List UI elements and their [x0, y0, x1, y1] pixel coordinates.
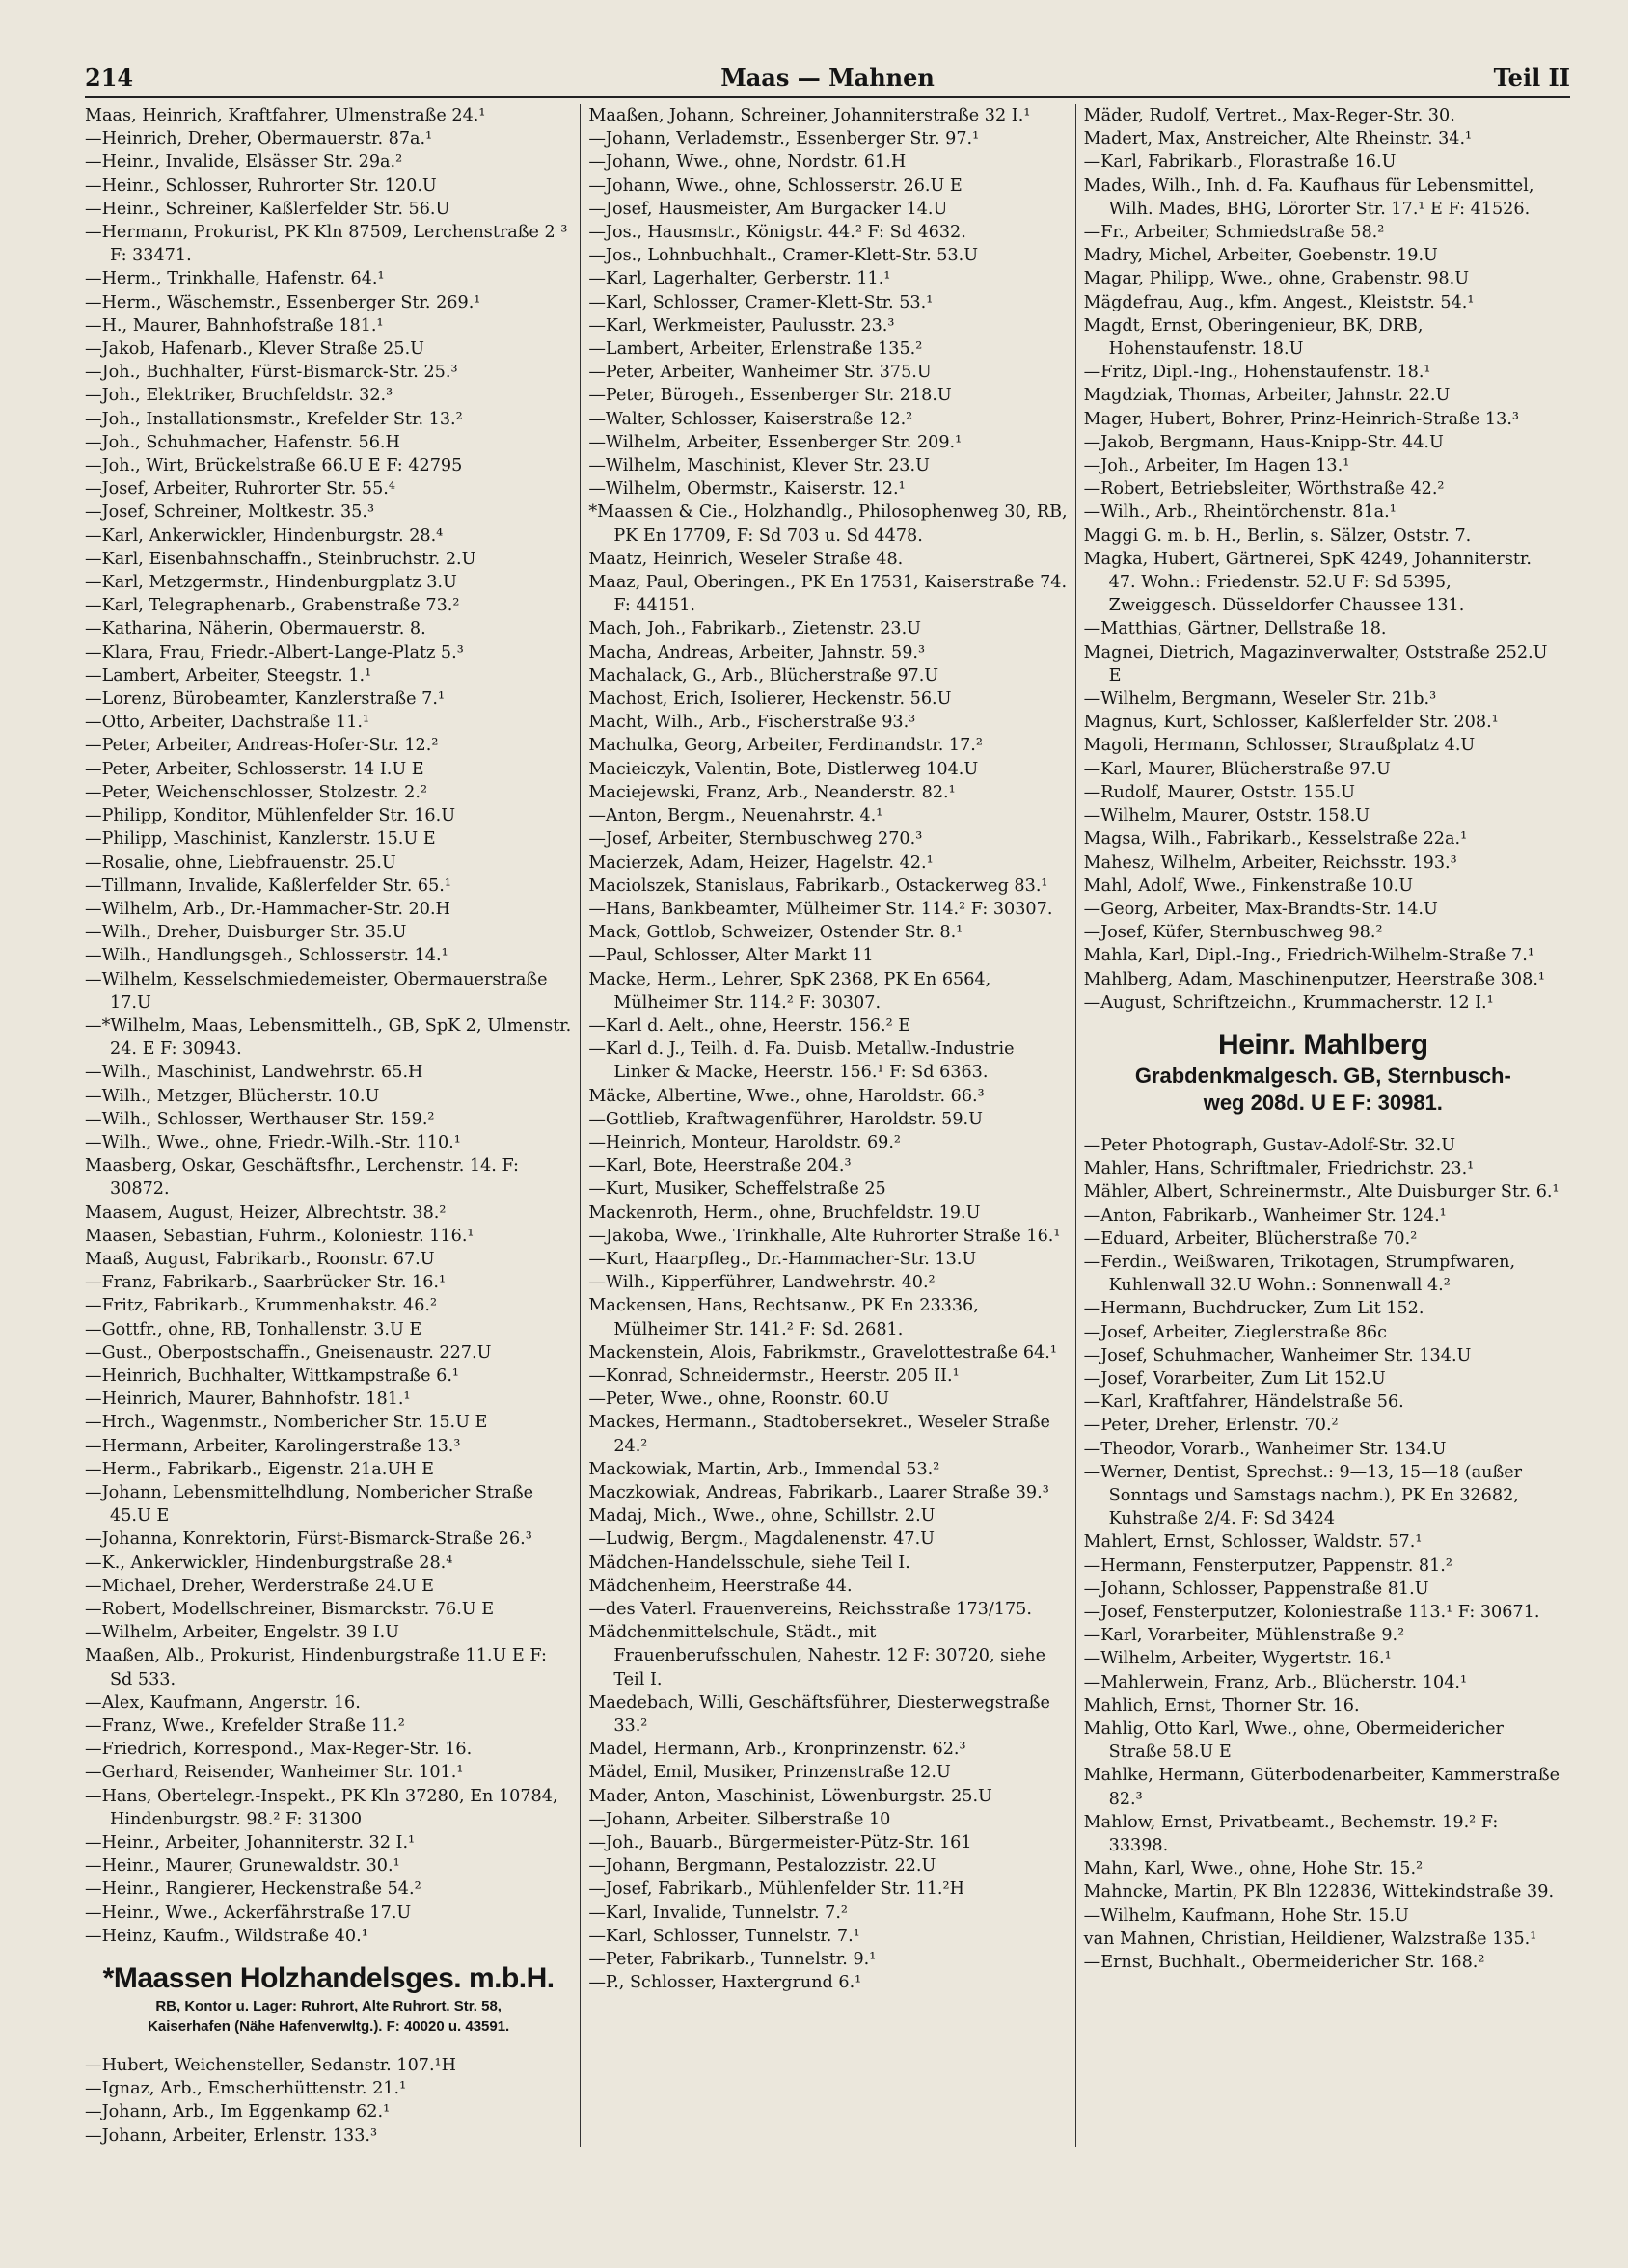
directory-entry: —Ludwig, Bergm., Magdalenenstr. 47.U: [588, 1529, 936, 1550]
directory-entry: —Peter, Fabrikarb., Tunnelstr. 9.¹: [588, 1950, 877, 1970]
directory-entry: —Wilh., Dreher, Duisburger Str. 35.U: [85, 923, 407, 943]
directory-entry: —Wilh., Maschinist, Landwehrstr. 65.H: [85, 1063, 423, 1083]
directory-entry: —Eduard, Arbeiter, Blücherstraße 70.²: [1083, 1228, 1418, 1249]
directory-entry: —Heinr., Schreiner, Kaßlerfelder Str. 56.U: [85, 199, 450, 219]
directory-entry: Maasberg, Oskar, Geschäftsfhr., Lerchenstr. 14. F: 30872.: [85, 1156, 519, 1200]
directory-entry: —P., Schlosser, Haxtergrund 6.¹: [588, 1973, 862, 1993]
directory-entry: Mackensen, Hans, Rechtsanw., PK En 23336, Mülheimer Str. 141.² F: Sd. 2681.: [588, 1296, 979, 1339]
directory-entry: —Joh., Wirt, Brückelstraße 66.U E F: 42795: [85, 456, 463, 476]
directory-entry: —Heinr., Maurer, Grunewaldstr. 30.¹: [85, 1856, 400, 1876]
directory-entry: Mahesz, Wilhelm, Arbeiter, Reichsstr. 193.³: [1083, 852, 1457, 873]
directory-entry: —Karl, Schlosser, Tunnelstr. 7.¹: [588, 1926, 860, 1946]
directory-entry: —Robert, Modellschreiner, Bismarckstr. 76.U E: [85, 1600, 495, 1619]
directory-entry: —Mahlerwein, Franz, Arb., Blücherstr. 104.¹: [1083, 1672, 1468, 1692]
directory-entry: —Karl d. Aelt., ohne, Heerstr. 156.² E: [588, 1015, 911, 1036]
directory-entry: —Johann, Bergmann, Pestalozzistr. 22.U: [588, 1856, 936, 1876]
directory-entry: —Heinr., Schlosser, Ruhrorter Str. 120.U: [85, 176, 437, 196]
directory-entry: —Heinr., Rangierer, Heckenstraße 54.²: [85, 1879, 421, 1900]
directory-entry: —Karl, Maurer, Blücherstraße 97.U: [1083, 759, 1391, 779]
directory-entry: —Karl, Telegraphenarb., Grabenstraße 73.²: [85, 596, 460, 616]
directory-entry: —Hermann, Fensterputzer, Pappenstr. 81.²: [1083, 1555, 1452, 1576]
directory-entry: —Wilhelm, Kesselschmiedemeister, Obermauerstraße 17.U: [85, 969, 548, 1012]
directory-entry: —Johanna, Konrektorin, Fürst-Bismarck-Straße 26.³: [85, 1529, 532, 1550]
directory-entry: —Johann, Wwe., ohne, Schlosserstr. 26.U E: [588, 176, 963, 196]
directory-entry: —Josef, Fensterputzer, Koloniestraße 113.¹ F: 30671.: [1083, 1602, 1540, 1622]
directory-entry: —Alex, Kaufmann, Angerstr. 16.: [85, 1692, 361, 1713]
directory-entry: —Josef, Arbeiter, Sternbuschweg 270.³: [588, 829, 923, 850]
directory-entry: Macierzek, Adam, Heizer, Hagelstr. 42.¹: [588, 852, 934, 873]
directory-entry: Macke, Herm., Lehrer, SpK 2368, PK En 6564, Mülheimer Str. 114.² F: 30307.: [588, 969, 991, 1012]
directory-entry: —Lambert, Arbeiter, Erlenstraße 135.²: [588, 339, 923, 360]
directory-entry: —Heinrich, Maurer, Bahnhofstr. 181.¹: [85, 1390, 411, 1410]
directory-entry: *Maassen & Cie., Holzhandlg., Philosophenweg 30, RB, PK En 17709, F: Sd 703 u. Sd 4478.: [588, 502, 1068, 546]
directory-entry: Maaßen, Johann, Schreiner, Johanniterstraße 32 I.¹: [588, 106, 1031, 125]
directory-entry: —Gerhard, Reisender, Wanheimer Str. 101.¹: [85, 1763, 464, 1783]
directory-entry: —Wilh., Handlungsgeh., Schlosserstr. 14.¹: [85, 946, 448, 966]
directory-entry: Macieiczyk, Valentin, Bote, Distlerweg 104.U: [588, 759, 979, 779]
directory-entry: —Konrad, Schneidermstr., Heerstr. 205 II.¹: [588, 1365, 960, 1386]
directory-entry: Maaß, August, Fabrikarb., Roonstr. 67.U: [85, 1249, 435, 1269]
directory-entry: —Johann, Lebensmittelhdlung, Nombericher Straße 45.U E: [85, 1482, 534, 1526]
directory-entry: —Otto, Arbeiter, Dachstraße 11.¹: [85, 713, 370, 733]
directory-entry: Mädchen-Handelsschule, siehe Teil I.: [588, 1552, 910, 1573]
directory-entry: —Josef, Fabrikarb., Mühlenfelder Str. 11.²H: [588, 1879, 964, 1900]
directory-entry: —Wilhelm, Arbeiter, Engelstr. 39 I.U: [85, 1623, 400, 1643]
directory-entry: —Herm., Wäschemstr., Essenberger Str. 269.¹: [85, 292, 481, 312]
directory-entry: —Ignaz, Arb., Emscherhüttenstr. 21.¹: [85, 2079, 407, 2099]
directory-entry: —Heinz, Kaufm., Wildstraße 40.¹: [85, 1926, 368, 1946]
directory-entry: —des Vaterl. Frauenvereins, Reichsstraße 173/175.: [588, 1600, 1032, 1619]
directory-entry: Mädchenmittelschule, Städt., mit Frauenberufsschulen, Nahestr. 12 F: 30720, siehe Teil I.: [588, 1623, 1045, 1689]
directory-entry: Macha, Andreas, Arbeiter, Jahnstr. 59.³: [588, 642, 926, 662]
directory-entry: Maaz, Paul, Oberingen., PK En 17531, Kaiserstraße 74. F: 44151.: [588, 573, 1068, 616]
directory-entry: —Peter, Arbeiter, Andreas-Hofer-Str. 12.²: [85, 736, 439, 756]
directory-entry: Mahn, Karl, Wwe., ohne, Hohe Str. 15.²: [1083, 1859, 1424, 1879]
directory-entry: —Franz, Fabrikarb., Saarbrücker Str. 16.¹: [85, 1273, 447, 1293]
directory-entry: —Jos., Hausmstr., Königstr. 44.² F: Sd 4632.: [588, 223, 966, 243]
entry-list-3b: [1084, 1134, 1562, 1974]
directory-entry: —Peter, Arbeiter, Wanheimer Str. 375.U: [588, 363, 932, 383]
directory-entry: —Jakob, Bergmann, Haus-Knipp-Str. 44.U: [1083, 432, 1444, 452]
directory-entry: Maciejewski, Franz, Arb., Neanderstr. 82.¹: [588, 782, 956, 802]
directory-entry: Mackes, Hermann., Stadtobersekret., Weseler Straße 24.²: [588, 1413, 1050, 1456]
directory-entry: —Johann, Arbeiter. Silberstraße 10: [588, 1809, 891, 1829]
ad-phone-line: weg 208d. U E F: 30981.: [1203, 1090, 1443, 1115]
directory-entry: —Karl, Metzgermstr., Hindenburgplatz 3.U: [85, 573, 457, 593]
ad-phone-line: Kaiserhafen (Nähe Hafenverwltg.). F: 40020 u. 43591.: [148, 2018, 510, 2036]
directory-entry: —Peter Photograph, Gustav-Adolf-Str. 32.U: [1083, 1135, 1456, 1155]
ad-company-name: Heinr. Mahlberg: [1218, 1028, 1428, 1061]
directory-entry: —Franz, Wwe., Krefelder Straße 11.²: [85, 1716, 405, 1737]
directory-entry: —Peter, Weichenschlosser, Stolzestr. 2.²: [85, 782, 427, 802]
directory-entry: Macht, Wilh., Arb., Fischerstraße 93.³: [588, 713, 916, 733]
directory-entry: —Karl, Kraftfahrer, Händelstraße 56.: [1083, 1392, 1404, 1413]
directory-entry: Maasem, August, Heizer, Albrechtstr. 38.²: [85, 1202, 447, 1223]
entry-list-1b: [85, 2054, 572, 2147]
directory-entry: —Johann, Arbeiter, Erlenstr. 133.³: [85, 2125, 378, 2146]
directory-entry: —Anton, Bergm., Neuenahrstr. 4.¹: [588, 806, 883, 826]
directory-entry: Mädel, Emil, Musiker, Prinzenstraße 12.U: [588, 1763, 951, 1783]
directory-entry: —Rudolf, Maurer, Oststr. 155.U: [1083, 782, 1355, 802]
directory-entry: —Matthias, Gärtner, Dellstraße 18.: [1083, 619, 1387, 639]
directory-entry: —Wilhelm, Arbeiter, Essenberger Str. 209.¹: [588, 432, 963, 452]
directory-entry: —Hans, Bankbeamter, Mülheimer Str. 114.² F: 30307.: [588, 899, 1053, 919]
entry-list-2: [588, 104, 1067, 1994]
directory-entry: —Jakob, Hafenarb., Klever Straße 25.U: [85, 339, 424, 360]
directory-entry: —Philipp, Konditor, Mühlenfelder Str. 16.U: [85, 806, 456, 826]
directory-entry: Mahla, Karl, Dipl.-Ing., Friedrich-Wilhelm-Straße 7.¹: [1083, 946, 1534, 966]
directory-entry: —Joh., Bauarb., Bürgermeister-Pütz-Str. 161: [588, 1833, 972, 1853]
directory-entry: —Paul, Schlosser, Alter Markt 11: [588, 946, 874, 966]
directory-entry: —Karl, Lagerhalter, Gerberstr. 11.¹: [588, 269, 891, 289]
directory-entry: —Johann, Arb., Im Eggenkamp 62.¹: [85, 2102, 391, 2122]
directory-entry: —Theodor, Vorarb., Wanheimer Str. 134.U: [1083, 1439, 1447, 1459]
directory-entry: —Josef, Schuhmacher, Wanheimer Str. 134.U: [1083, 1345, 1472, 1365]
directory-entry: —Wilh., Wwe., ohne, Friedr.-Wilh.-Str. 110.¹: [85, 1132, 461, 1152]
directory-entry: Magsa, Wilh., Fabrikarb., Kesselstraße 22a.¹: [1083, 829, 1468, 850]
running-title: Maas — Mahnen: [720, 64, 935, 92]
directory-entry: —Karl, Bote, Heerstraße 204.³: [588, 1156, 852, 1176]
directory-entry: —Wilh., Schlosser, Werthauser Str. 159.²: [85, 1109, 435, 1129]
directory-entry: —Lorenz, Bürobeamter, Kanzlerstraße 7.¹: [85, 689, 446, 710]
directory-entry: —Heinrich, Monteur, Haroldstr. 69.²: [588, 1132, 901, 1152]
directory-entry: Mägdefrau, Aug., kfm. Angest., Kleiststr. 54.¹: [1083, 292, 1475, 312]
entry-list-3a: [1084, 104, 1562, 1014]
directory-entry: —Lambert, Arbeiter, Steegstr. 1.¹: [85, 665, 372, 686]
directory-entry: —Johann, Schlosser, Pappenstraße 81.U: [1083, 1579, 1429, 1599]
directory-entry: Maciolszek, Stanislaus, Fabrikarb., Ostackerweg 83.¹: [588, 876, 1048, 896]
directory-entry: —Hermann, Arbeiter, Karolingerstraße 13.³: [85, 1436, 461, 1456]
directory-entry: Mäder, Rudolf, Vertret., Max-Reger-Str. 30.: [1083, 106, 1455, 125]
directory-entry: Maasen, Sebastian, Fuhrm., Koloniestr. 116.¹: [85, 1226, 475, 1246]
directory-entry: —Jos., Lohnbuchhalt., Cramer-Klett-Str. 53.U: [588, 246, 979, 266]
directory-entry: Mahl, Adolf, Wwe., Finkenstraße 10.U: [1083, 876, 1414, 896]
directory-entry: —Gust., Oberpostschaffn., Gneisenaustr. 227.U: [85, 1342, 492, 1363]
directory-entry: —Wilhelm, Obermstr., Kaiserstr. 12.¹: [588, 479, 906, 500]
directory-entry: —Fr., Arbeiter, Schmiedstraße 58.²: [1083, 223, 1385, 243]
directory-entry: —Josef, Arbeiter, Zieglerstraße 86c: [1083, 1322, 1387, 1342]
directory-entry: —Jakoba, Wwe., Trinkhalle, Alte Ruhrorter Straße 16.¹: [588, 1226, 1061, 1246]
directory-entry: Mades, Wilh., Inh. d. Fa. Kaufhaus für Lebensmittel, Wilh. Mades, BHG, Lörorter Str. 17.¹ E F: 41526.: [1083, 176, 1534, 219]
directory-entry: —Peter, Arbeiter, Schlosserstr. 14 I.U E: [85, 759, 424, 779]
directory-entry: —Wilh., Metzger, Blücherstr. 10.U: [85, 1086, 380, 1106]
directory-entry: —Josef, Arbeiter, Ruhrorter Str. 55.⁴: [85, 479, 395, 500]
directory-entry: Machulka, Georg, Arbeiter, Ferdinandstr. 17.²: [588, 736, 983, 756]
directory-entry: —Josef, Schreiner, Moltkestr. 35.³: [85, 502, 375, 523]
directory-entry: —Karl, Eisenbahnschaffn., Steinbruchstr. 2.U: [85, 549, 476, 569]
directory-entry: Mach, Joh., Fabrikarb., Zietenstr. 23.U: [588, 619, 922, 639]
directory-entry: Madel, Hermann, Arb., Kronprinzenstr. 62.³: [588, 1740, 966, 1760]
entry-list-1a: [85, 104, 572, 1948]
directory-entry: Magnus, Kurt, Schlosser, Kaßlerfelder Str. 208.¹: [1083, 713, 1499, 733]
directory-entry: —Philipp, Maschinist, Kanzlerstr. 15.U E: [85, 829, 436, 850]
directory-entry: Mäcke, Albertine, Wwe., ohne, Haroldstr. 66.³: [588, 1086, 985, 1106]
directory-entry: —Werner, Dentist, Sprechst.: 9—13, 15—18 (außer Sonntags und Samstags nachm.), PK En 32682, Kuhstraße 2/4. F: Sd 3424: [1083, 1462, 1523, 1529]
column-2: [580, 104, 1074, 2147]
directory-entry: —Kurt, Haarpfleg., Dr.-Hammacher-Str. 13.U: [588, 1249, 977, 1269]
directory-entry: —Wilhelm, Maschinist, Klever Str. 23.U: [588, 456, 930, 476]
directory-entry: —Joh., Arbeiter, Im Hagen 13.¹: [1083, 456, 1350, 476]
column-3: [1075, 104, 1570, 2147]
directory-entry: —Peter, Wwe., ohne, Roonstr. 60.U: [588, 1390, 890, 1410]
directory-entry: Mahlich, Ernst, Thorner Str. 16.: [1083, 1695, 1360, 1715]
directory-entry: —Peter, Bürogeh., Essenberger Str. 218.U: [588, 386, 952, 406]
directory-entry: —Ernst, Buchhalt., Obermeidericher Str. 168.²: [1083, 1953, 1485, 1973]
directory-entry: —Anton, Fabrikarb., Wanheimer Str. 124.¹: [1083, 1205, 1447, 1226]
directory-entry: —Walter, Schlosser, Kaiserstraße 12.²: [588, 409, 913, 429]
directory-entry: —Fritz, Fabrikarb., Krummenhakstr. 46.²: [85, 1296, 438, 1316]
directory-entry: Madaj, Mich., Wwe., ohne, Schillstr. 2.U: [588, 1506, 936, 1526]
ad-business-line: Grabdenkmalgesch. GB, Sternbusch-: [1134, 1063, 1511, 1088]
directory-entry: —Josef, Küfer, Sternbuschweg 98.²: [1083, 923, 1383, 943]
directory-entry: —August, Schriftzeichn., Krummacherstr. 12 I.¹: [1083, 992, 1494, 1012]
directory-entry: Machalack, G., Arb., Blücherstraße 97.U: [588, 665, 939, 686]
directory-entry: Mahlig, Otto Karl, Wwe., ohne, Obermeidericher Straße 58.U E: [1083, 1719, 1504, 1763]
directory-entry: Machost, Erich, Isolierer, Heckenstr. 56.U: [588, 689, 952, 710]
directory-entry: Mädchenheim, Heerstraße 44.: [588, 1576, 853, 1596]
directory-entry: Magar, Philipp, Wwe., ohne, Grabenstr. 98.U: [1083, 269, 1470, 289]
directory-entry: —Karl, Fabrikarb., Florastraße 16.U: [1083, 152, 1397, 173]
directory-entry: —Karl, Schlosser, Cramer-Klett-Str. 53.¹: [588, 292, 934, 312]
directory-entry: —Wilh., Arb., Rheintörchenstr. 81a.¹: [1083, 502, 1397, 523]
directory-entry: Maggi G. m. b. H., Berlin, s. Sälzer, Oststr. 7.: [1083, 526, 1472, 546]
directory-entry: —Michael, Dreher, Werderstraße 24.U E: [85, 1576, 435, 1596]
directory-entry: —Herm., Fabrikarb., Eigenstr. 21a.UH E: [85, 1459, 434, 1479]
directory-entry: —Karl, Vorarbeiter, Mühlenstraße 9.²: [1083, 1626, 1405, 1646]
directory-entry: —Klara, Frau, Friedr.-Albert-Lange-Platz 5.³: [85, 642, 464, 662]
directory-entry: —Hermann, Buchdrucker, Zum Lit 152.: [1083, 1299, 1424, 1319]
directory-entry: —Johann, Verlademstr., Essenberger Str. 97.¹: [588, 129, 980, 149]
directory-entry: Magnei, Dietrich, Magazinverwalter, Oststraße 252.U E: [1083, 642, 1548, 686]
directory-entry: —Robert, Betriebsleiter, Wörthstraße 42.²: [1083, 479, 1445, 500]
directory-entry: —Wilhelm, Arb., Dr.-Hammacher-Str. 20.H: [85, 899, 450, 919]
directory-entry: —Joh., Schuhmacher, Hafenstr. 56.H: [85, 432, 400, 452]
directory-entry: Mack, Gottlob, Schweizer, Ostender Str. 8.¹: [588, 923, 963, 943]
page-number: 214: [85, 64, 134, 92]
directory-entry: —Karl, Ankerwickler, Hindenburgstr. 28.⁴: [85, 526, 444, 546]
directory-entry: —Josef, Vorarbeiter, Zum Lit 152.U: [1083, 1368, 1386, 1389]
ad-company-name: *Maassen Holzhandelsges. m.b.H.: [102, 1962, 555, 1995]
directory-entry: —Wilhelm, Kaufmann, Hohe Str. 15.U: [1083, 1905, 1409, 1926]
directory-entry: —Rosalie, ohne, Liebfrauenstr. 25.U: [85, 852, 396, 873]
directory-entry: —Joh., Elektriker, Bruchfeldstr. 32.³: [85, 386, 393, 406]
directory-entry: —Hubert, Weichensteller, Sedanstr. 107.¹H: [85, 2056, 456, 2076]
directory-entry: —Gottfr., ohne, RB, Tonhallenstr. 3.U E: [85, 1319, 422, 1339]
directory-entry: Madry, Michel, Arbeiter, Goebenstr. 19.U: [1083, 246, 1438, 266]
directory-entry: Mahlow, Ernst, Privatbeamt., Bechemstr. 19.² F: 33398.: [1083, 1812, 1499, 1856]
directory-entry: Maatz, Heinrich, Weseler Straße 48.: [588, 549, 904, 569]
directory-entry: Magoli, Hermann, Schlosser, Straußplatz 4.U: [1083, 736, 1476, 756]
directory-entry: —Joh., Buchhalter, Fürst-Bismarck-Str. 25.³: [85, 363, 458, 383]
directory-entry: Mahncke, Martin, PK Bln 122836, Wittekindstraße 39.: [1083, 1882, 1555, 1903]
directory-entry: Mahlke, Hermann, Güterbodenarbeiter, Kammerstraße 82.³: [1083, 1766, 1560, 1809]
directory-entry: —Wilhelm, Bergmann, Weseler Str. 21b.³: [1083, 689, 1437, 710]
directory-entry: —Karl, Werkmeister, Paulusstr. 23.³: [588, 315, 895, 336]
directory-entry: van Mahnen, Christian, Heildiener, Walzstraße 135.¹: [1083, 1929, 1537, 1949]
directory-entry: —Josef, Hausmeister, Am Burgacker 14.U: [588, 199, 948, 219]
directory-entry: —Hans, Obertelegr.-Inspekt., PK Kln 37280, En 10784, Hindenburgstr. 98.² F: 31300: [85, 1786, 558, 1829]
directory-entry: —Heinrich, Dreher, Obermauerstr. 87a.¹: [85, 129, 433, 149]
directory-entry: —K., Ankerwickler, Hindenburgstraße 28.⁴: [85, 1552, 453, 1573]
directory-entry: —Wilhelm, Arbeiter, Wygertstr. 16.¹: [1083, 1649, 1392, 1669]
directory-entry: —Kurt, Musiker, Scheffelstraße 25: [588, 1179, 886, 1200]
directory-entry: —Hermann, Prokurist, PK Kln 87509, Lerchenstraße 2 ³ F: 33471.: [85, 223, 568, 266]
directory-entry: —Ferdin., Weißwaren, Trikotagen, Strumpfwaren, Kuhlenwall 32.U Wohn.: Sonnenwall 4.²: [1083, 1252, 1516, 1296]
directory-entry: Mähler, Albert, Schreinermstr., Alte Duisburger Str. 6.¹: [1083, 1182, 1560, 1202]
column-1: [85, 104, 580, 2147]
directory-entry: Maaßen, Alb., Prokurist, Hindenburgstraße 11.U E F: Sd 533.: [85, 1646, 547, 1689]
columns: [85, 104, 1570, 2147]
directory-entry: Maas, Heinrich, Kraftfahrer, Ulmenstraße 24.¹: [85, 106, 486, 125]
directory-entry: —*Wilhelm, Maas, Lebensmittelh., GB, SpK 2, Ulmenstr. 24. E F: 30943.: [85, 1015, 572, 1060]
directory-entry: —Heinr., Arbeiter, Johanniterstr. 32 I.¹: [85, 1833, 416, 1853]
directory-entry: —Tillmann, Invalide, Kaßlerfelder Str. 65.¹: [85, 876, 451, 896]
directory-entry: Mager, Hubert, Bohrer, Prinz-Heinrich-Straße 13.³: [1083, 409, 1519, 429]
directory-entry: —Katharina, Näherin, Obermauerstr. 8.: [85, 619, 426, 639]
directory-entry: —Heinrich, Buchhalter, Wittkampstraße 6.¹: [85, 1365, 459, 1386]
directory-entry: —Herm., Trinkhalle, Hafenstr. 64.¹: [85, 269, 385, 289]
directory-entry: —Friedrich, Korrespond., Max-Reger-Str. 16.: [85, 1740, 473, 1760]
directory-entry: —Karl d. J., Teilh. d. Fa. Duisb. Metallw.-Industrie Linker & Macke, Heerstr. 156.¹ F: Sd 6363.: [588, 1040, 1015, 1083]
directory-entry: Mader, Anton, Maschinist, Löwenburgstr. 25.U: [588, 1786, 992, 1806]
directory-entry: Mahler, Hans, Schriftmaler, Friedrichstr. 23.¹: [1083, 1159, 1475, 1179]
directory-entry: Magka, Hubert, Gärtnerei, SpK 4249, Johanniterstr. 47. Wohn.: Friedenstr. 52.U F: Sd 5395, Zweiggesch. Düsseldorfer Chaussee 131.: [1083, 549, 1532, 616]
directory-entry: —Wilh., Kipperführer, Landwehrstr. 40.²: [588, 1273, 936, 1293]
page-header: [85, 64, 1570, 98]
directory-entry: —Gottlieb, Kraftwagenführer, Haroldstr. 59.U: [588, 1109, 983, 1129]
directory-entry: Mackowiak, Martin, Arb., Immendal 53.²: [588, 1459, 940, 1479]
directory-entry: —Georg, Arbeiter, Max-Brandts-Str. 14.U: [1083, 899, 1438, 919]
directory-entry: —Wilhelm, Maurer, Oststr. 158.U: [1083, 806, 1370, 826]
directory-entry: Madert, Max, Anstreicher, Alte Rheinstr. 34.¹: [1083, 129, 1473, 149]
directory-entry: —Hrch., Wagenmstr., Nombericher Str. 15.U E: [85, 1413, 488, 1433]
directory-entry: Magdt, Ernst, Oberingenieur, BK, DRB, Hohenstaufenstr. 18.U: [1083, 315, 1424, 360]
directory-entry: Maczkowiak, Andreas, Fabrikarb., Laarer Straße 39.³: [588, 1482, 1049, 1502]
directory-entry: Mahlberg, Adam, Maschinenputzer, Heerstraße 308.¹: [1083, 969, 1545, 989]
directory-entry: Mahlert, Ernst, Schlosser, Waldstr. 57.¹: [1083, 1532, 1423, 1552]
section-label: Teil II: [1493, 64, 1570, 92]
directory-entry: —H., Maurer, Bahnhofstraße 181.¹: [85, 315, 384, 336]
directory-entry: —Joh., Installationsmstr., Krefelder Str. 13.²: [85, 409, 463, 429]
directory-entry: —Fritz, Dipl.-Ing., Hohenstaufenstr. 18.¹: [1083, 363, 1431, 383]
ad-address-line: RB, Kontor u. Lager: Ruhrort, Alte Ruhrort. Str. 58,: [155, 1998, 502, 2015]
directory-entry: —Heinr., Invalide, Elsässer Str. 29a.²: [85, 152, 403, 173]
directory-entry: Magdziak, Thomas, Arbeiter, Jahnstr. 22.U: [1083, 386, 1451, 406]
directory-entry: —Heinr., Wwe., Ackerfährstraße 17.U: [85, 1903, 412, 1923]
directory-entry: —Johann, Wwe., ohne, Nordstr. 61.H: [588, 152, 907, 173]
directory-entry: Mackenstein, Alois, Fabrikmstr., Gravelottestraße 64.¹: [588, 1342, 1057, 1363]
advertisement-maassen: [85, 1961, 572, 2037]
directory-entry: —Peter, Dreher, Erlenstr. 70.²: [1083, 1416, 1339, 1436]
directory-entry: Maedebach, Willi, Geschäftsführer, Diesterwegstraße 33.²: [588, 1692, 1050, 1737]
directory-entry: Mackenroth, Herm., ohne, Bruchfeldstr. 19.U: [588, 1202, 981, 1223]
advertisement-mahlberg: [1084, 1028, 1562, 1117]
directory-entry: —Karl, Invalide, Tunnelstr. 7.²: [588, 1903, 848, 1923]
